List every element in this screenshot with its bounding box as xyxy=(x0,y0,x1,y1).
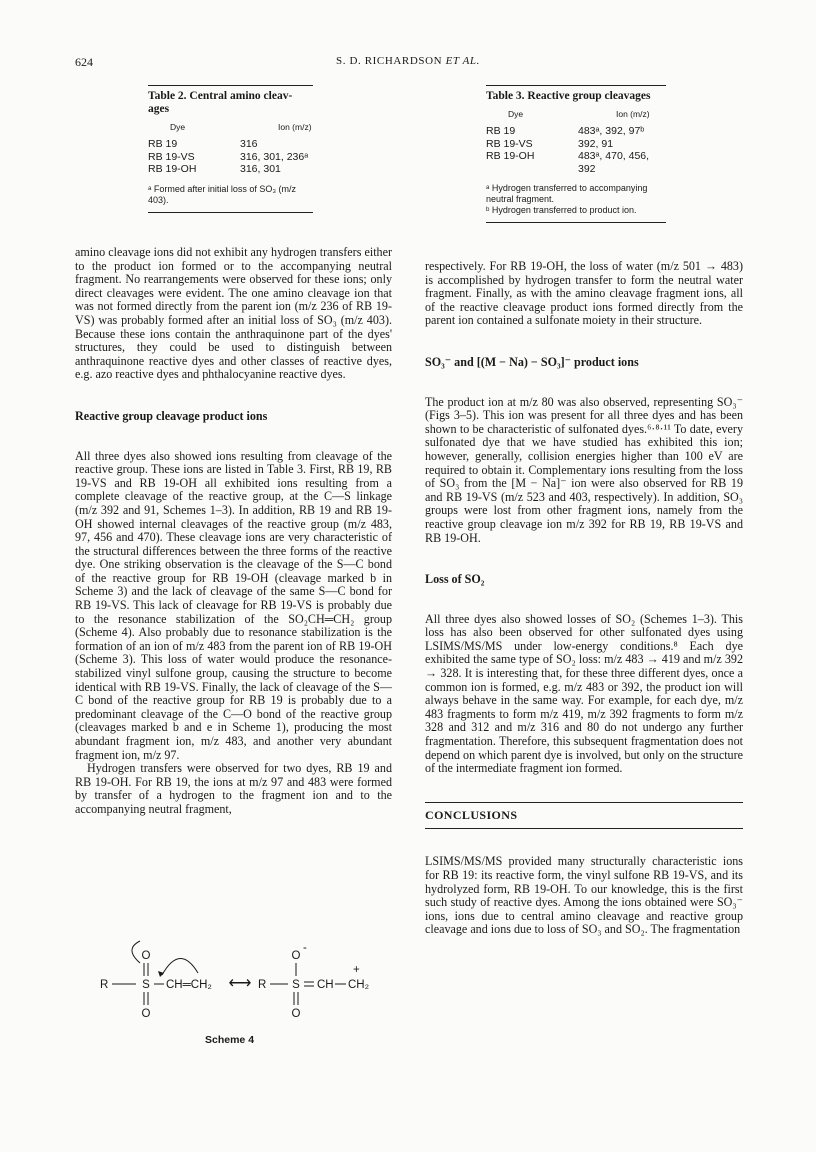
running-head-etal: ET AL. xyxy=(445,55,480,67)
table-3-grid xyxy=(486,109,666,175)
scheme-right-o-bottom: O xyxy=(291,1008,301,1020)
page-number: 624 xyxy=(75,55,93,69)
table-3 xyxy=(486,85,666,223)
conclusions-heading: CONCLUSIONS xyxy=(425,807,518,822)
table-row xyxy=(486,125,666,138)
table-3-cell: 392, 91 xyxy=(578,137,614,150)
table-3-cell: RB 19 xyxy=(486,125,516,137)
table-2-cell: RB 19-VS xyxy=(148,150,195,163)
table-2 xyxy=(148,85,313,213)
scheme-left-o-top: O xyxy=(141,950,151,962)
table-2-cell: 316 xyxy=(240,138,258,150)
table-2-cell: RB 19-OH xyxy=(148,163,197,175)
body-paragraph: LSIMS/MS/MS provided many structurally characteristic ions for RB 19: its reactive form, the vinyl sulfone RB 19-VS, and its hydrolyzed form, RB 19-OH. To our knowledge, this is the first such study of reactive dyes. Among the ions obtained were SO₃⁻ ions, ions due to central amino cleavage and reactive group cleavage and ions due to loss of SO₃ and SO₂. The fragmentation xyxy=(425,854,743,937)
table-3-cell: 483ᵃ, 470, 456, 392 xyxy=(578,150,650,175)
electron-arrow-1 xyxy=(132,941,140,963)
table-2-cell: 316, 301 xyxy=(240,163,281,175)
table-3-footnote-a: ᵃ Hydrogen transferred to accompanying neutral fragment. xyxy=(486,183,648,204)
table-3-cell: RB 19-VS xyxy=(486,137,533,150)
scheme-right-o-charge: - xyxy=(303,942,307,954)
body-paragraph: respectively. For RB 19-OH, the loss of water (m/z 501 → 483) is accomplished by hydrogen transfer to form the neutral water fragment. Finally, as with the amino cleavage fragment ions, all of the reactive cleavage product ions formed directly from the parent ion contained a sulfonate moiety in their structure. xyxy=(425,259,743,328)
table-2-top-rule xyxy=(148,85,313,86)
table-row xyxy=(486,150,666,175)
table-2-col-dye: Dye xyxy=(170,122,186,132)
body-paragraph: The product ion at m/z 80 was also observed, representing SO₃⁻ (Figs 3–5). This ion was present for all three dyes and has been shown to be characteristic of sulfonated dyes.⁶·⁸·¹¹ To date, every sulfonated dye that we have studied has exhibited this ion; however, generally, collision energies higher than 100 eV are required to obtain it. Complementary ions resulting from the loss of SO₃ from the [M − Na]⁻ ion were also observed for RB 19 and RB 19-VS (m/z 523 and 403, respectively). In addition, SO₃ groups were lost from other fragment ions, namely from the reactive group cleavage ion m/z 392 for RB 19, RB 19-VS and RB 19-OH. xyxy=(425,394,743,545)
section-heading: Reactive group cleavage product ions xyxy=(75,408,268,423)
table-3-top-rule xyxy=(486,85,666,86)
running-head-authors: S. D. RICHARDSON xyxy=(336,55,443,67)
scheme-right-chain-2: CH₂ xyxy=(348,979,370,991)
table-2-col-ion: Ion (m/z) xyxy=(278,122,312,132)
body-paragraph: amino cleavage ions did not exhibit any hydrogen transfers either to the product ion formed or to the accompanying neutral fragment. No rearrangements were observed for these ions; only direct cleavages were evident. The one amino cleavage ion that was not formed directly from the parent ion (m/z 236 of RB 19-VS) was probably formed after an initial loss of SO₃ (m/z 403). Because these ions contain the anthraquinone part of the dyes' structures, they could be used to distinguish between anthraquinone reactive dyes and other classes of reactive dyes, e.g. azo reactive dyes and phthalocyanine reactive dyes. xyxy=(75,245,392,382)
table-3-cell: RB 19-OH xyxy=(486,150,535,162)
body-paragraph: Hydrogen transfers were observed for two dyes, RB 19 and RB 19-OH. For RB 19, the ions at m/z 97 and 483 were formed by transfer of a hydrogen to the fragment ion and to the accompanying neutral fragment, xyxy=(75,761,392,816)
conclusions-heading-block xyxy=(425,802,743,830)
table-3-col-dye: Dye xyxy=(508,109,524,119)
section-heading: Loss of SO₂ xyxy=(425,572,485,587)
table-3-col-ion: Ion (m/z) xyxy=(616,109,650,119)
table-row xyxy=(486,138,666,151)
table-2-cell: 316, 301, 236ᵃ xyxy=(240,150,309,163)
table-row xyxy=(148,138,312,151)
right-column xyxy=(425,260,743,937)
table-3-bottom-rule xyxy=(486,222,666,223)
scheme-right-chain-1: CH xyxy=(317,979,334,991)
running-head xyxy=(0,55,816,67)
scheme-4-caption: Scheme 4 xyxy=(205,1034,255,1046)
table-2-footnote: ᵃ Formed after initial loss of SO₃ (m/z 403). xyxy=(148,183,297,205)
table-2-cell: RB 19 xyxy=(148,138,178,150)
scheme-left-r: R xyxy=(100,979,109,991)
scheme-right-o-top: O xyxy=(291,950,301,962)
table-2-bottom-rule xyxy=(148,212,313,213)
table-row xyxy=(148,163,312,176)
resonance-arrow: ⟷ xyxy=(228,975,252,992)
table-3-cell: 483ᵃ, 392, 97ᵇ xyxy=(578,125,645,137)
table-2-grid xyxy=(148,122,312,176)
scheme-left-s: S xyxy=(142,979,150,991)
electron-arrow-2 xyxy=(162,958,198,975)
scheme-right-r: R xyxy=(258,979,267,991)
scheme-4-structure xyxy=(100,935,380,1035)
table-3-footnote-b: ᵇ Hydrogen transferred to product ion. xyxy=(486,205,637,215)
section-heading: SO₃⁻ and [(M − Na) − SO₃]⁻ product ions xyxy=(425,354,639,369)
body-paragraph: All three dyes also showed losses of SO₂ (Schemes 1–3). This loss has also been observed for other sulfonated dyes using LSIMS/MS/MS under low-energy conditions.⁸ Each dye exhibited the same type of SO₂ loss: m/z 483 → 419 and m/z 392 → 328. It is interesting that, for these three different dyes, once a common ion is formed, e.g. m/z 483 or 392, the product ion will always behave in the same way. For example, for each dye, m/z 483 fragments to form m/z 419, m/z 392 fragments to form m/z 328 and 312 and m/z 316 and 80 do not undergo any further fragmentation. Therefore, this subsequent fragmentation does not depend on which parent dye is involved, but only on the structure of the intermediate fragment ion formed. xyxy=(425,611,743,776)
body-paragraph: All three dyes also showed ions resulting from cleavage of the reactive group. These ions are listed in Table 3. First, RB 19, RB 19-VS and RB 19-OH all exhibited ions resulting from a complete cleavage of the reactive group, at the C—S linkage (m/z 392 and 91, Schemes 1–3). In addition, RB 19 and RB 19-OH showed internal cleavages of the reactive group (m/z 483, 97, 456 and 470). These cleavage ions are very characteristic of the structural differences between the three forms of the reactive dye. One striking observation is the cleavage of the S—C bond of the reactive group for RB 19-OH (cleavage marked b in Scheme 3) and the lack of cleavage of the same S—C bond for RB 19-VS. This lack of cleavage for RB 19-VS is probably due to the resonance stabilization of the SO₂CH═CH₂ group (Scheme 4). Also probably due to resonance stabilization is the formation of an ion of m/z 483 from the parent ion of RB 19-OH (Scheme 3). This loss of water would produce the resonance-stabilized vinyl sulfone group, causing the structure to become identical with RB 19-VS. Finally, the lack of cleavage of the S—C bond of the reactive group for RB 19 is probably due to a predominant cleavage of the C—O bond of the reactive group (cleavages marked b and e in Scheme 1), producing the most abundant fragment ion, m/z 483, and another very abundant fragment ion, m/z 97. xyxy=(75,448,392,762)
conclusions-bottom-rule xyxy=(425,828,743,829)
scheme-right-c-charge: + xyxy=(353,964,360,976)
table-2-caption: Table 2. Central amino cleav-ages xyxy=(148,90,293,115)
table-3-caption: Table 3. Reactive group cleavages xyxy=(486,90,651,102)
scheme-right-s: S xyxy=(292,979,300,991)
left-column xyxy=(75,246,392,817)
table-row xyxy=(148,151,312,164)
scheme-left-o-bottom: O xyxy=(141,1008,151,1020)
table-3-footnotes xyxy=(486,183,666,216)
scheme-left-chain: CH═CH₂ xyxy=(166,979,212,991)
